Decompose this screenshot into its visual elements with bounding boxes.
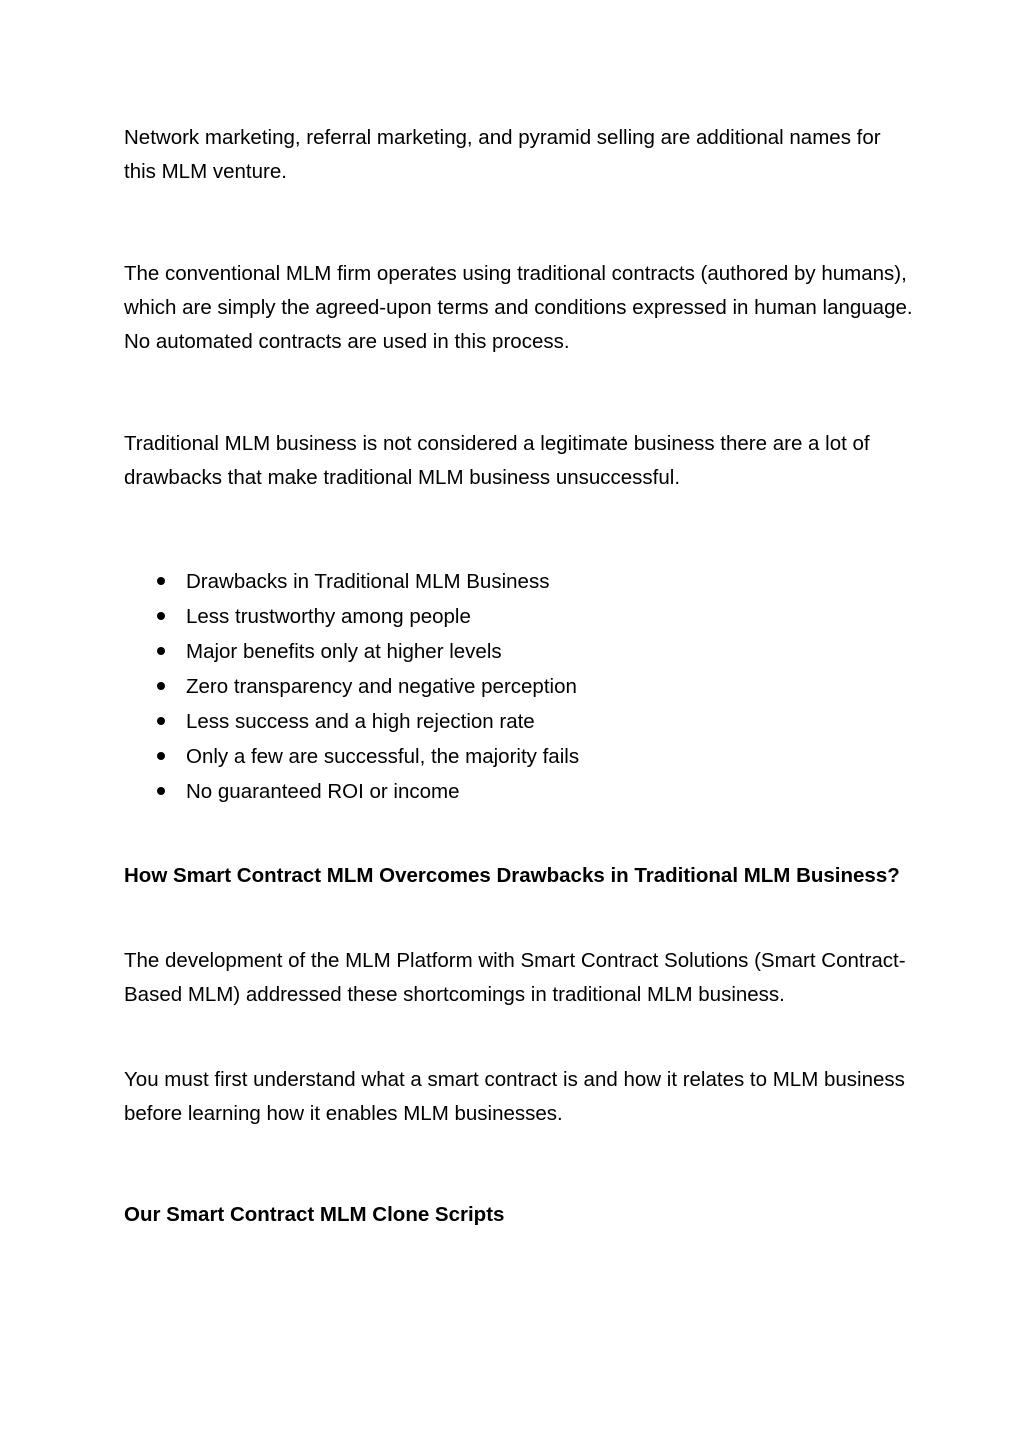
bullet-icon (157, 787, 165, 795)
bullet-icon (157, 682, 165, 690)
list-item (124, 704, 914, 739)
bullet-icon (157, 752, 165, 760)
bullet-icon (157, 577, 165, 585)
list-item (124, 774, 914, 809)
paragraph-platform-development: The development of the MLM Platform with Smart Contract Solutions (Smart Contract-Based MLM) addressed these shortcomings in traditional MLM business. (124, 949, 906, 1006)
drawbacks-list (124, 564, 914, 809)
heading-smart-contract-overcomes: How Smart Contract MLM Overcomes Drawbacks in Traditional MLM Business? (124, 864, 900, 887)
bullet-icon (157, 717, 165, 725)
list-item-text: Major benefits only at higher levels (186, 640, 502, 663)
list-item-text: Only a few are successful, the majority fails (186, 745, 580, 768)
list-item-text: Zero transparency and negative perception (186, 675, 577, 698)
list-item-text: Less trustworthy among people (186, 605, 471, 628)
list-item (124, 634, 914, 669)
list-item-text: Less success and a high rejection rate (186, 710, 535, 733)
list-item (124, 669, 914, 704)
paragraph-traditional-drawbacks: Traditional MLM business is not considered a legitimate business there are a lot of drawbacks that make traditional MLM business unsuccessful. (124, 432, 870, 489)
list-item (124, 599, 914, 634)
list-item (124, 564, 914, 599)
bullet-icon (157, 647, 165, 655)
paragraph-conventional-mlm: The conventional MLM firm operates using traditional contracts (authored by humans), which are simply the agreed-upon terms and conditions expressed in human language. No automated contracts are used in this process. (124, 262, 913, 353)
heading-clone-scripts: Our Smart Contract MLM Clone Scripts (124, 1203, 505, 1226)
paragraph-understand-smart-contract: You must first understand what a smart contract is and how it relates to MLM business before learning how it enables MLM businesses. (124, 1068, 905, 1125)
paragraph-mlm-names: Network marketing, referral marketing, and pyramid selling are additional names for this MLM venture. (124, 126, 881, 183)
list-item-text: Drawbacks in Traditional MLM Business (186, 570, 550, 593)
list-item (124, 739, 914, 774)
bullet-icon (157, 612, 165, 620)
list-item-text: No guaranteed ROI or income (186, 780, 460, 803)
